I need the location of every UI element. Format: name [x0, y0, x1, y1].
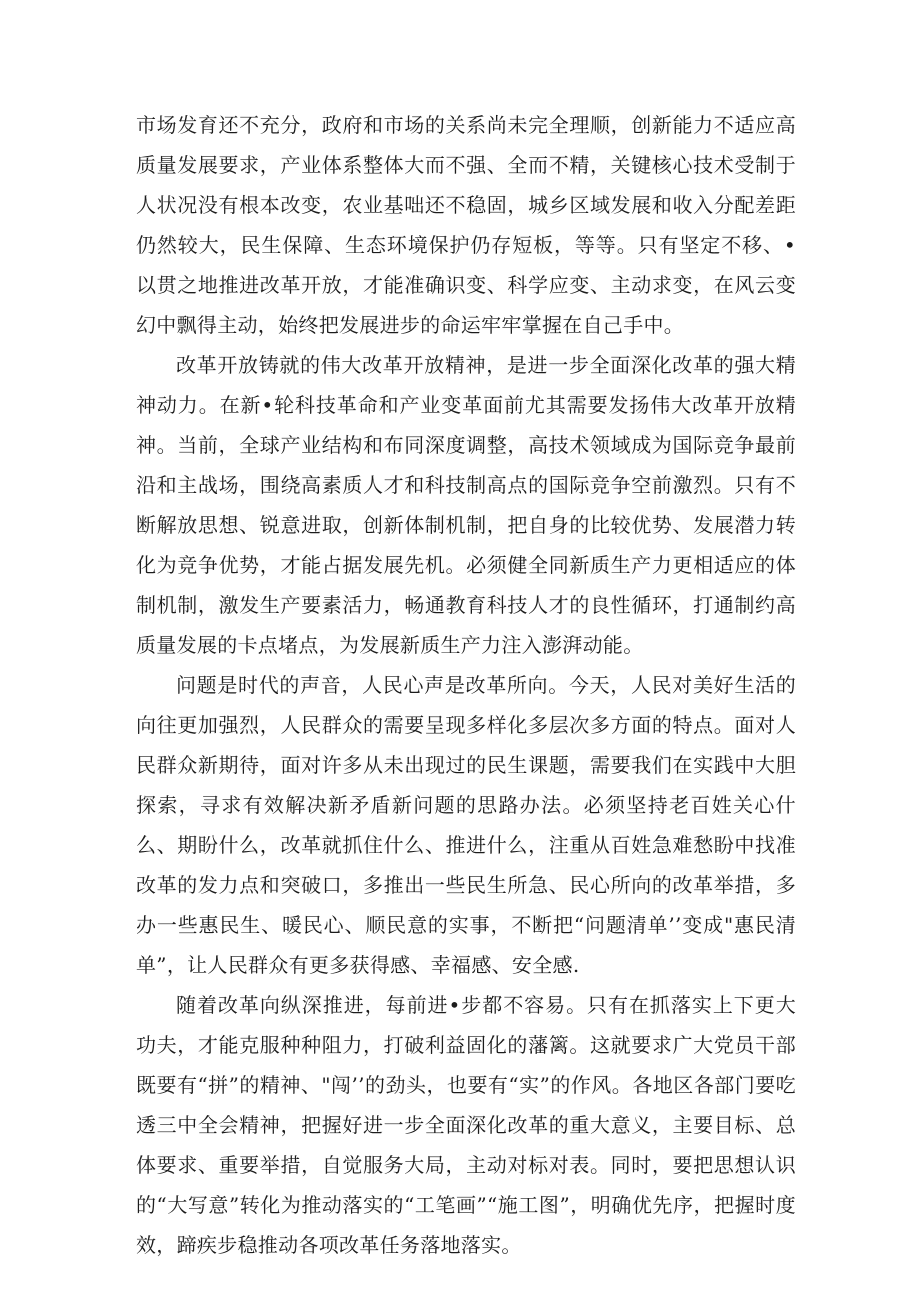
- paragraph-4: 随着改革向纵深推进，每前进•步都不容易。只有在抓落实上下更大功夫，才能克服种种阻力，打破利益固化的藩篱。这就要求广大党员干部既要有“拼”的精神、"闯’’的劲头，也要有“实”的作风。各地区各部门要吃透三中全会精神，把握好进一步全面深化改革的重大意义，主要目标、总体要求、重要举措，自觉服务大局，主动对标对表。同时，要把思想认识的“大写意”转化为推动落实的“工笔画”“施工图”，明确优先序，把握时度效，蹄疾步稳推动各项改革任务落地落实。: [136, 993, 796, 1257]
- paragraph-2: 改革开放铸就的伟大改革开放精神，是进一步全面深化改革的强大精神动力。在新•轮科技革命和产业变革面前尤其需要发扬伟大改革开放精神。当前，全球产业结构和布同深度调整，高技术领域成为国际竞争最前沿和主战场，围绕高素质人才和科技制高点的国际竞争空前激烈。只有不断解放思想、锐意进取，创新体制机制，把自身的比较优势、发展潜力转化为竞争优势，才能占据发展先机。必须健全同新质生产力更相适应的体制机制，激发生产要素活力，畅通教育科技人才的良性循环，打通制约高质量发展的卡点堵点，为发展新质生产力注入澎湃动能。: [136, 353, 796, 657]
- document-body: [136, 105, 796, 1265]
- paragraph-1: 市场发育还不充分，政府和市场的关系尚未完全理顺，创新能力不适应高质量发展要求，产业体系整体大而不强、全而不精，关键核心技术受制于人状况没有根本改变，农业基咄还不稳固，城乡区域发展和收入分配差距仍然较大，民生保障、生态环境保护仍存短板，等等。只有坚定不移、•以贯之地推进改革开放，才能准确识变、科学应变、主动求变，在风云变幻中飘得主动，始终把发展进步的命运牢牢掌握在自己手中。: [136, 113, 796, 337]
- paragraph-3: 问题是时代的声音，人民心声是改革所向。今天，人民对美好生活的向往更加强烈，人民群众的需要呈现多样化多层次多方面的特点。面对人民群众新期待，面对许多从未出现过的民生课题，需要我们在实践中大胆探索，寻求有效解决新矛盾新问题的思路办法。必须坚持老百姓关心什么、期盼什么，改革就抓住什么、推进什么，注重从百姓急难愁盼中找准改革的发力点和突破口，多推出一些民生所急、民心所向的改革举措，多办一些惠民生、暖民心、顺民意的实事，不断把“问题清单’’变成"惠民清单”，让人民群众有更多获得感、幸福感、安全感.: [136, 673, 796, 977]
